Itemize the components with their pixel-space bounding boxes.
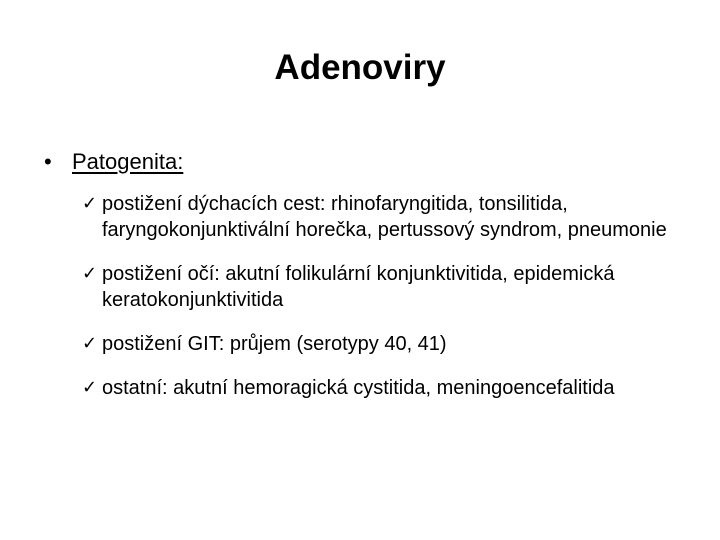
list-item (82, 375, 702, 401)
list-item-text: postižení GIT: průjem (serotypy 40, 41) (102, 333, 447, 355)
list-item (82, 191, 702, 243)
sub-bullet-list (82, 191, 702, 419)
list-item-text: ostatní: akutní hemoragická cystitida, meningoencefalitida (102, 377, 615, 399)
list-item-text: postižení dýchacích cest: rhinofaryngitida, tonsilitida, faryngokonjunktivální horečka, pertussový syndrom, pneumonie (102, 193, 667, 241)
checkmark-icon: ✓ (82, 377, 98, 398)
list-item-text: postižení očí: akutní folikulární konjunktivitida, epidemická keratokonjunktivitida (102, 263, 615, 311)
bullet-label: Patogenita: (72, 149, 184, 174)
checkmark-icon: ✓ (82, 333, 98, 354)
checkmark-icon: ✓ (82, 263, 98, 284)
list-item (82, 331, 702, 357)
bullet-patogenita (44, 145, 183, 179)
checkmark-icon: ✓ (82, 193, 98, 214)
bullet-marker: • (44, 149, 52, 174)
slide-title: Adenoviry (274, 48, 446, 87)
list-item (82, 261, 702, 313)
